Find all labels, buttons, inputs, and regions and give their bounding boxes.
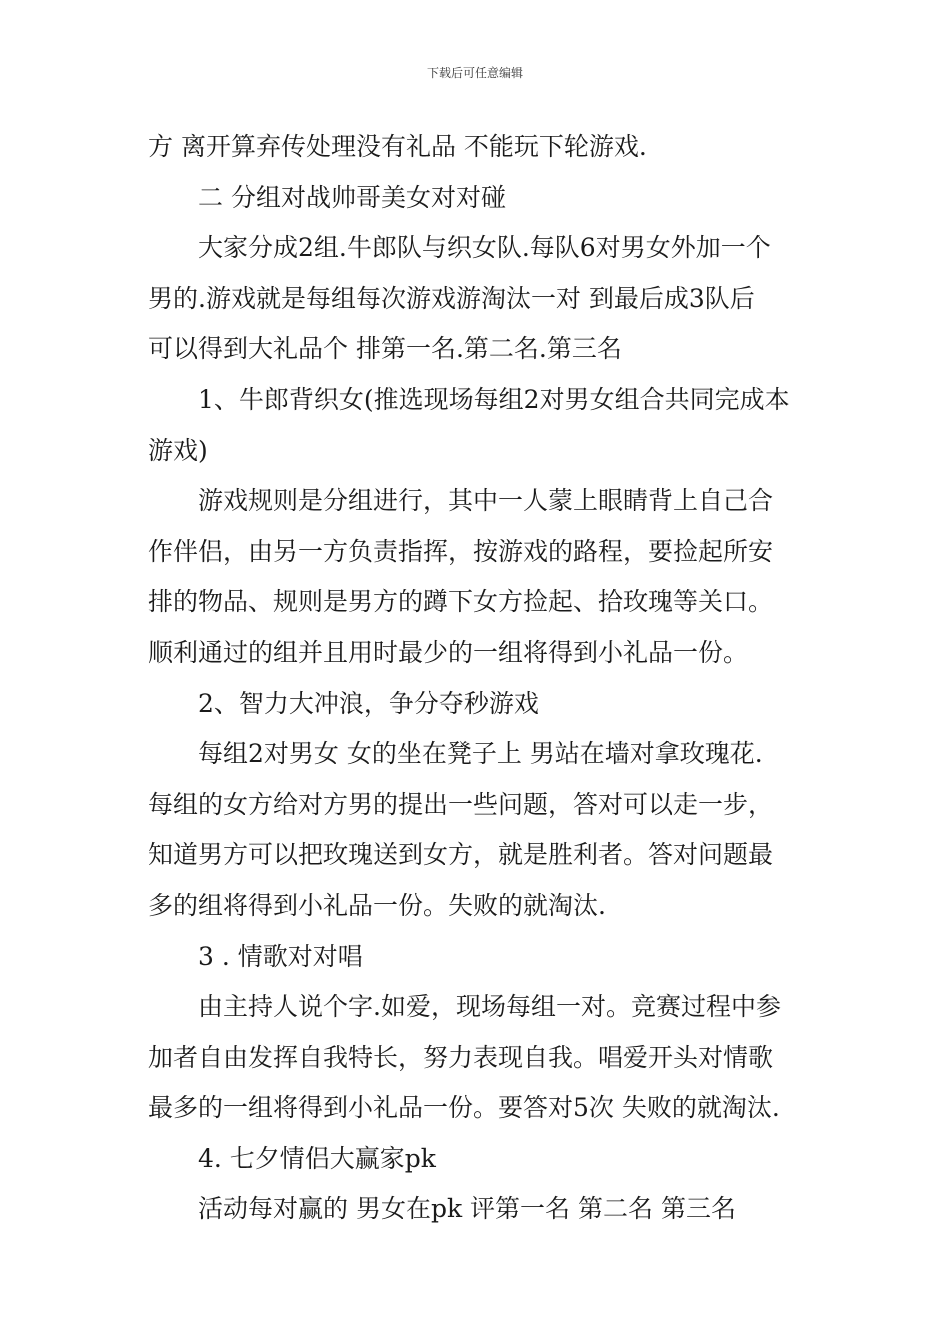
game-heading: 1、牛郎背织女(推选现场每组2对男女组合共同完成本 (198, 384, 790, 414)
text-line: 活动每对赢的 男女在pk 评第一名 第二名 第三名 (198, 1194, 736, 1224)
text-line: 男的.游戏就是每组每次游戏游淘汰一对 到最后成3队后 (148, 283, 755, 313)
text-line: 多的组将得到小礼品一份。失败的就淘汰. (148, 890, 606, 920)
text-line: 知道男方可以把玫瑰送到女方，就是胜利者。答对问题最 (148, 840, 774, 870)
text-line: 每组2对男女 女的坐在凳子上 男站在墙对拿玫瑰花. (198, 739, 763, 769)
text-line: 加者自由发挥自我特长，努力表现自我。唱爱开头对情歌 (148, 1042, 774, 1072)
text-line: 游戏规则是分组进行，其中一人蒙上眼睛背上自己合 (198, 486, 774, 516)
text-line: 可以得到大礼品个 排第一名.第二名.第三名 (148, 334, 622, 364)
section-heading: 二 分组对战帅哥美女对对碰 (198, 182, 506, 212)
text-line: 游戏) (148, 435, 208, 465)
game-heading: 3 . 情歌对对唱 (198, 941, 363, 971)
page-header: 下载后可任意编辑 (426, 66, 523, 80)
text-line: 每组的女方给对方男的提出一些问题，答对可以走一步， (148, 789, 774, 819)
text-line: 方 离开算弃传处理没有礼品 不能玩下轮游戏. (148, 132, 647, 161)
text-line: 排的物品、规则是男方的蹲下女方捡起、拾玫瑰等关口。 (148, 587, 774, 617)
text-line: 由主持人说个字.如爱，现场每组一对。竞赛过程中参 (198, 992, 781, 1022)
text-line: 最多的一组将得到小礼品一份。要答对5次 失败的就淘汰. (148, 1093, 780, 1123)
text-line: 作伴侣，由另一方负责指挥，按游戏的路程，要捡起所安 (148, 536, 774, 566)
body-text (148, 122, 810, 1235)
game-heading: 2、智力大冲浪，争分夺秒游戏 (198, 688, 539, 718)
game-heading: 4. 七夕情侣大赢家pk (198, 1143, 436, 1173)
text-line: 大家分成2组.牛郎队与织女队.每队6对男女外加一个 (198, 233, 771, 263)
text-line: 顺利通过的组并且用时最少的一组将得到小礼品一份。 (148, 637, 749, 667)
